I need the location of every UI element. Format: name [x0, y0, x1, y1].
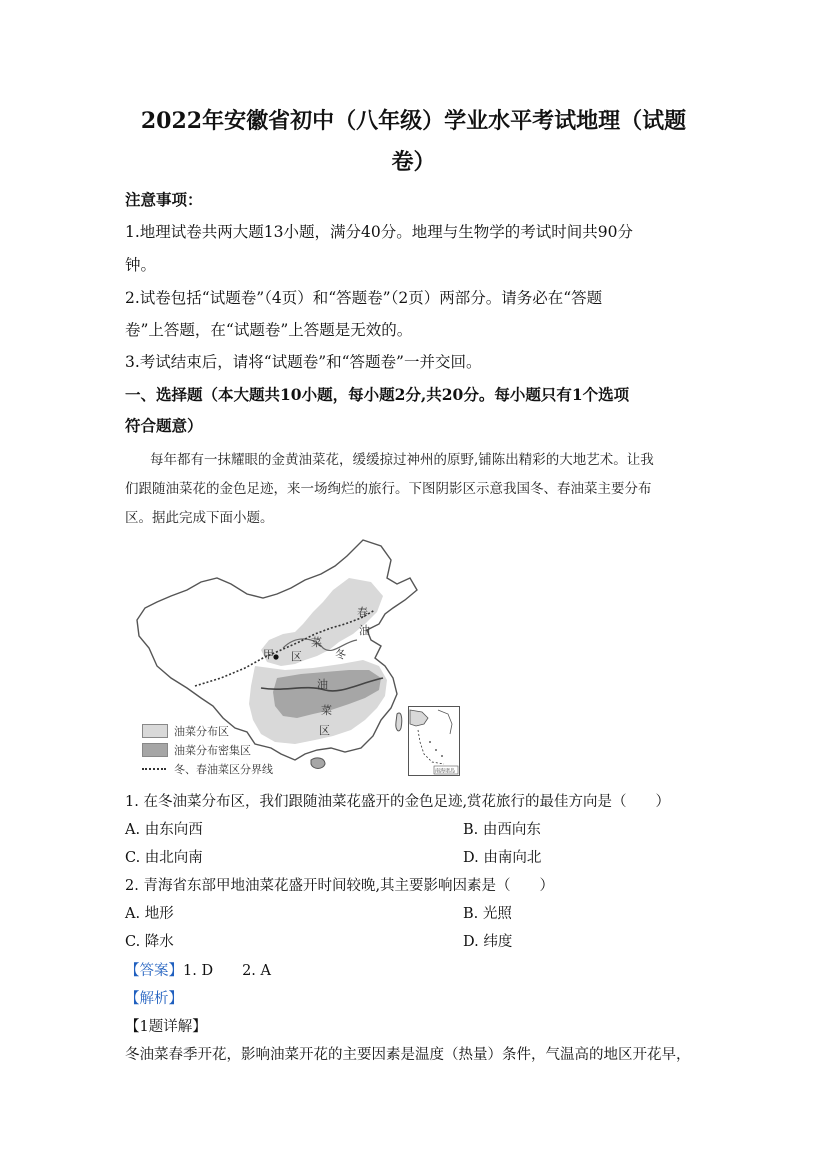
detail-heading: 【1题详解】	[125, 1019, 207, 1035]
question-2-option-d: D. 纬度	[463, 934, 513, 950]
legend-dense: 油菜分布密集区	[174, 744, 251, 757]
notes-heading: 注意事项：	[125, 190, 203, 209]
note-1-line-1: 1.地理试卷共两大题13小题，满分40分。地理与生物学的考试时间共90分	[125, 223, 633, 241]
passage-line-3: 区。据此完成下面小题。	[125, 510, 274, 526]
note-1-line-2: 钟。	[125, 256, 157, 274]
answer-line	[125, 959, 271, 980]
taiwan-island	[396, 713, 402, 731]
question-2-option-c: C. 降水	[125, 934, 174, 950]
legend-swatch-distribution	[142, 724, 168, 738]
section-1-line-2: 符合题意）	[125, 416, 203, 435]
page-title-line2: 卷）	[391, 149, 436, 175]
south-china-sea-inset	[408, 706, 460, 776]
map-label-chun: 春	[357, 606, 368, 619]
legend-swatch-dense	[142, 743, 168, 757]
passage-line-1: 每年都有一抹耀眼的金黄油菜花，缓缓掠过神州的原野,铺陈出精彩的大地艺术。让我	[150, 452, 654, 468]
hainan-island	[311, 758, 325, 769]
question-2-option-a: A. 地形	[125, 906, 174, 922]
page-title-line1: 2022年安徽省初中（八年级）学业水平考试地理（试题	[140, 108, 687, 134]
map-label-you-2: 油	[317, 678, 328, 691]
legend-distribution: 油菜分布区	[174, 725, 229, 738]
answer-tag: 【答案】	[125, 963, 183, 979]
question-1-option-d: D. 由南向北	[463, 850, 542, 866]
map-label-dong: 冬	[335, 648, 346, 661]
passage-line-2: 们跟随油菜花的金色足迹，来一场绚烂的旅行。下图阴影区示意我国冬、春油菜主要分布	[125, 481, 652, 497]
map-label-qu-2: 区	[319, 724, 330, 737]
map-label-cai-2: 菜	[321, 704, 332, 717]
inset-label: 南海诸岛	[435, 768, 456, 775]
question-1-option-c: C. 由北向南	[125, 850, 203, 866]
question-2-option-b: B. 光照	[463, 906, 512, 922]
section-1-line-1: 一、选择题（本大题共10小题，每小题2分,共20分。每小题只有1个选项	[125, 385, 630, 404]
map-label-you-1: 油	[359, 624, 370, 637]
legend-swatch-boundary	[142, 768, 166, 770]
map-label-jia: 甲	[263, 648, 274, 661]
question-2-stem: 2. 青海省东部甲地油菜花盛开时间较晚,其主要影响因素是（ ）	[125, 878, 555, 894]
question-1-stem: 1. 在冬油菜分布区，我们跟随油菜花盛开的金色足迹,赏花旅行的最佳方向是（ ）	[125, 794, 671, 810]
location-jia-dot	[273, 654, 278, 659]
legend-boundary: 冬、春油菜区分界线	[174, 763, 273, 776]
note-2-line-2: 卷”上答题，在“试题卷”上答题是无效的。	[125, 321, 413, 339]
map-label-qu-1: 区	[291, 650, 302, 663]
map-label-cai-1: 菜	[311, 636, 322, 649]
question-1-option-a: A. 由东向西	[125, 822, 203, 838]
analysis-tag: 【解析】	[125, 991, 183, 1007]
question-1-option-b: B. 由西向东	[463, 822, 541, 838]
note-2-line-1: 2.试卷包括“试题卷”（4页）和“答题卷”（2页）两部分。请务必在“答题	[125, 289, 603, 307]
note-3: 3.考试结束后，请将“试题卷”和“答题卷”一并交回。	[125, 353, 482, 371]
answer-text: 1. D 2. A	[183, 963, 271, 979]
detail-text: 冬油菜春季开花，影响油菜开花的主要因素是温度（热量）条件，气温高的地区开花早，	[125, 1047, 691, 1063]
